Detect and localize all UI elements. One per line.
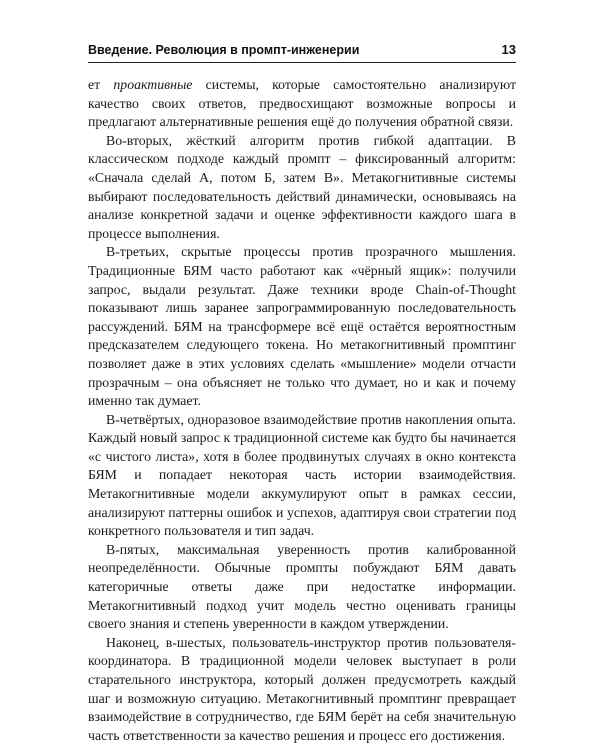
running-title: Введение. Революция в промпт-инженерии [88, 43, 360, 57]
paragraph-second: Во-вторых, жёсткий алгоритм против гибкой адаптации. В классическом подходе каждый промпт – фиксированный алгоритм: «Сначала сделай А, потом Б, затем В». Метакогнитивные системы выбирают последовательность действий динамически, основываясь на анализе конкретной задачи и оценке эффективности каждого шага в процессе выполнения. [88, 132, 516, 241]
paragraph-fifth: В-пятых, максимальная уверенность против калиброванной неопределённости. Обычные промпты побуждают БЯМ давать категоричные ответы даже при недостатке информации. Метакогнитивный подход учит модель честно оценивать границы своего знания и степень уверенности в каждом утверждении. [88, 541, 516, 632]
paragraph-lead: ет [88, 77, 114, 92]
running-head [88, 40, 516, 63]
paragraph-rest: системы, которые самостоятельно анализируют качество своих ответов, предвосхищают возможные вопросы и предлагают альтернативные решения ещё до получения обратной связи. [88, 77, 516, 130]
paragraph-sixth: Наконец, в-шестых, пользователь-инструктор против пользователя-координатора. В традиционной модели человек выступает в роли старательного инструктора, который должен предусмотреть каждый шаг и возможную ситуацию. Метакогнитивный промптинг превращает взаимодействие в сотрудничество, где БЯМ берёт на себя значительную часть ответственности за качество решения и процесс его достижения. [88, 634, 516, 743]
body-text [88, 76, 516, 745]
italic-term: проактивные [113, 77, 193, 92]
paragraph-third: В-третьих, скрытые процессы против прозрачного мышления. Традиционные БЯМ часто работают как «чёрный ящик»: получили запрос, выдали результат. Даже техники вроде Chain-of-Thought показывают лишь заранее запрограммированную последовательность рассуждений. БЯМ на трансформере всё ещё остаётся вероятностным предсказателем следующего токена. Но метакогнитивный промптинг позволяет даже в этих условиях сделать «мышление» модели отчасти прозрачным – она объясняет не только что думает, но и как и почему именно так думает. [88, 244, 516, 409]
paragraph-fourth: В-четвёртых, одноразовое взаимодействие против накопления опыта. Каждый новый запрос к традиционной системе как будто бы начинается «с чистого листа», хотя в более продвинутых случаях в окно контекста БЯМ и попадает некоторая часть истории взаимодействия. Метакогнитивные модели аккумулируют опыт в рамках сессии, анализируют паттерны ошибок и успехов, адаптируя свои стратегии под конкретного пользователя и тип задач. [88, 411, 516, 539]
paragraph-continuation [88, 76, 516, 132]
page-number: 13 [501, 42, 516, 57]
